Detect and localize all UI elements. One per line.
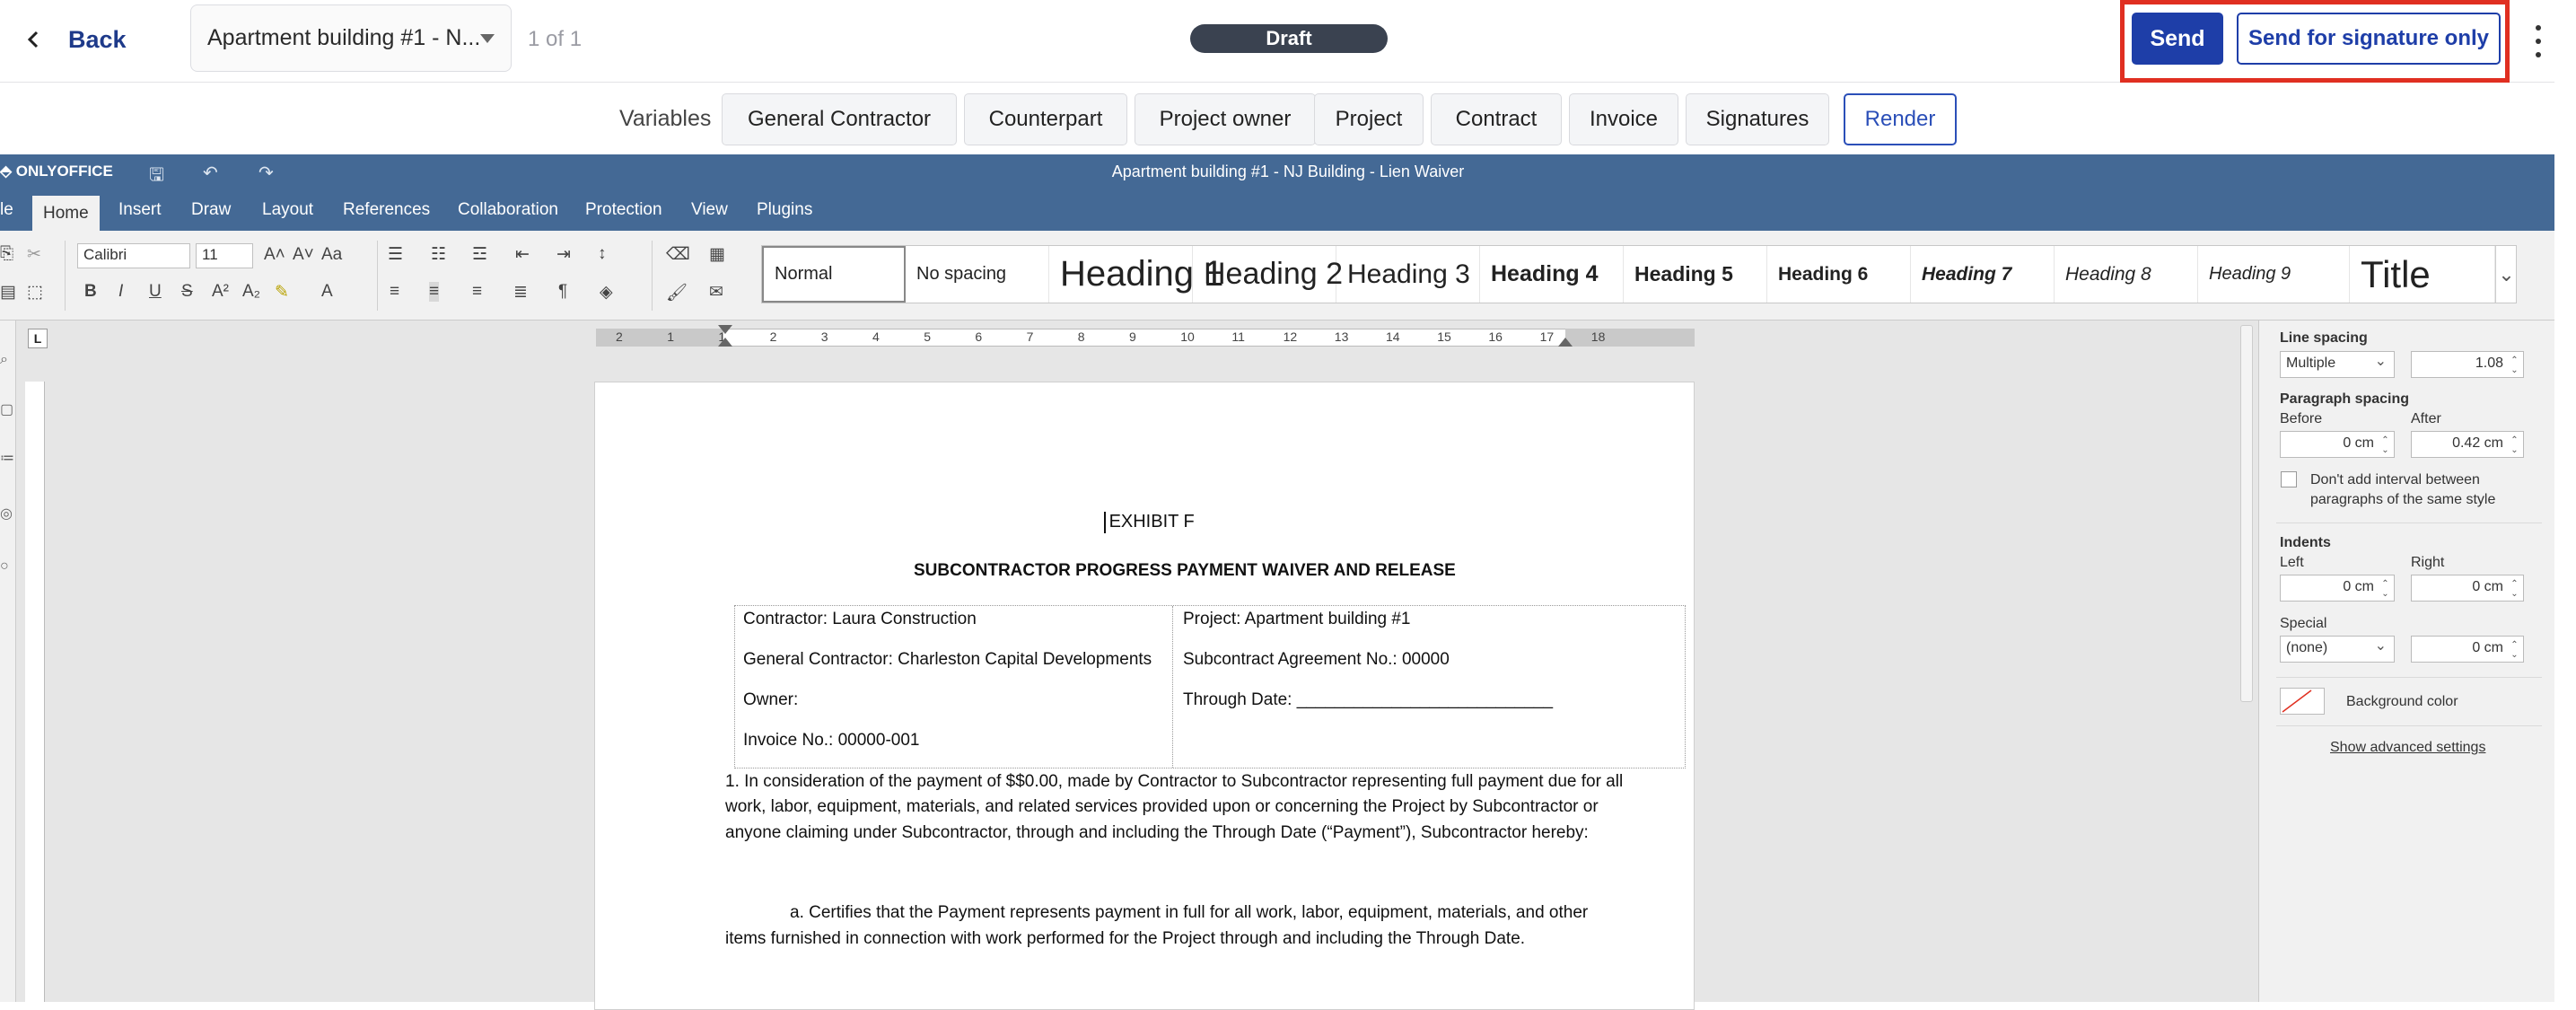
status-badge: Draft	[1190, 24, 1388, 53]
before-label: Before	[2280, 411, 2323, 426]
underline-icon[interactable]: U	[149, 282, 162, 301]
table-cell: Subcontract Agreement No.: 00000	[1183, 650, 1450, 669]
ruler-tick-label: 5	[924, 329, 931, 344]
ruler-tick-label: 12	[1283, 329, 1298, 344]
bullets-icon[interactable]: ☰	[388, 245, 404, 264]
right-indent-marker[interactable]	[1558, 338, 1573, 347]
tab-signatures[interactable]: Signatures	[1686, 93, 1829, 145]
exhibit-title	[1104, 512, 1195, 532]
copy-icon[interactable]: ⎘	[0, 244, 14, 263]
ruler-tick-label: 9	[1129, 329, 1136, 344]
render-button[interactable]: Render	[1844, 93, 1957, 145]
tab-protection[interactable]: Protection	[585, 200, 662, 219]
tab-layout[interactable]: Layout	[262, 200, 314, 219]
decrease-font-icon[interactable]: A˅	[293, 245, 314, 264]
style-no-spacing[interactable]: No spacing	[906, 246, 1049, 303]
dont-add-interval-label: Don't add interval between	[2310, 472, 2480, 487]
table-cell: Invoice No.: 00000-001	[743, 731, 920, 750]
back-label: Back	[68, 25, 127, 53]
ruler-tick-label: 7	[1026, 329, 1034, 344]
editor-doc-title: Apartment building #1 - NJ Building - Lien Waiver	[1111, 162, 1465, 180]
paragraph-spacing-title: Paragraph spacing	[2280, 391, 2410, 407]
ruler-tick-label: 6	[975, 329, 983, 344]
ruler-tick-label: 4	[872, 329, 880, 344]
show-advanced-settings-link[interactable]: Show advanced settings	[2330, 740, 2486, 755]
tab-collaboration[interactable]: Collaboration	[458, 200, 558, 219]
ruler-tick-label: 14	[1386, 329, 1400, 344]
send-button[interactable]: Send	[2132, 13, 2223, 65]
tab-view[interactable]: View	[691, 200, 728, 219]
style-heading-2[interactable]: Heading 2	[1193, 246, 1336, 303]
tab-project-owner[interactable]: Project owner	[1135, 93, 1316, 145]
no-color-icon	[2281, 689, 2313, 714]
tab-counterpart[interactable]: Counterpart	[964, 93, 1127, 145]
indent-left-value: 0 cm	[2343, 579, 2374, 594]
back-button[interactable]	[23, 20, 127, 59]
numbering-icon[interactable]: ☷	[431, 245, 447, 264]
background-color-label: Background color	[2346, 694, 2458, 709]
tab-draw[interactable]: Draw	[191, 200, 232, 219]
font-size-select[interactable]	[196, 243, 253, 268]
line-spacing-icon[interactable]: ↕	[598, 244, 607, 263]
style-heading-1[interactable]: Heading 1	[1049, 246, 1193, 303]
shading-icon[interactable]: ◈	[600, 283, 613, 302]
style-heading-9[interactable]: Heading 9	[2198, 246, 2350, 303]
table-cell: Contractor: Laura Construction	[743, 610, 977, 628]
ruler-tick-label: 11	[1231, 329, 1245, 344]
ruler-tick-label: 3	[820, 329, 828, 344]
indents-title: Indents	[2280, 535, 2331, 550]
spacing-after-input[interactable]	[2411, 431, 2524, 458]
editor-logo: ⬘ ONLYOFFICE	[0, 162, 113, 180]
line-spacing-title: Line spacing	[2280, 330, 2368, 346]
ruler-tick-label: 17	[1539, 329, 1555, 344]
ruler-tick-label: 2	[616, 329, 623, 344]
redo-icon[interactable]: ↷	[258, 163, 274, 183]
paragraph-line: 1. In consideration of the payment of $$0.00, made by Contractor to Subcontractor representing full payment due for all	[725, 772, 1624, 791]
paste-icon[interactable]: ▤	[0, 283, 16, 302]
font-size-value: 11	[202, 246, 218, 263]
ruler-tick-label: 2	[769, 329, 777, 344]
tab-project[interactable]: Project	[1314, 93, 1424, 145]
style-heading-4[interactable]: Heading 4	[1480, 246, 1624, 303]
ruler-tick-label: 1	[667, 329, 674, 344]
align-left-icon[interactable]: ≡	[390, 282, 400, 301]
strikethrough-icon[interactable]: S	[181, 282, 193, 301]
tab-invoice[interactable]: Invoice	[1569, 93, 1678, 145]
after-label: After	[2411, 411, 2441, 426]
chevron-left-icon	[23, 29, 45, 50]
highlight-icon[interactable]: ✎	[275, 283, 289, 302]
table-cell: Owner:	[743, 690, 799, 709]
undo-icon[interactable]: ↶	[203, 163, 218, 183]
horizontal-ruler	[596, 329, 1695, 347]
paragraph-line: items furnished in connection with work performed for the Project through and including the Through Date.	[725, 929, 1526, 948]
font-color-icon[interactable]: A	[321, 282, 333, 301]
save-icon[interactable]: 🖫	[149, 165, 165, 185]
subscript-icon[interactable]: A₂	[242, 282, 261, 301]
ruler-tick-label: 13	[1334, 329, 1349, 344]
ruler-tick-label: 15	[1437, 329, 1451, 344]
spacing-before-input[interactable]	[2280, 431, 2395, 458]
dont-add-interval-label-2: paragraphs of the same style	[2310, 492, 2496, 507]
justify-icon[interactable]: ≣	[513, 283, 528, 302]
special-indent-value: (none)	[2286, 640, 2328, 655]
background-color-picker[interactable]	[2280, 688, 2325, 715]
style-title[interactable]: Title	[2350, 246, 2495, 303]
paragraph-line: work, labor, equipment, materials, and related services provided upon or concerning the Project by Subcontractor or	[725, 797, 1599, 816]
copy-style-icon[interactable]: ▦	[709, 245, 725, 264]
caret-down-icon	[480, 34, 495, 43]
tab-references[interactable]: References	[343, 200, 431, 219]
tab-plugins[interactable]: Plugins	[757, 200, 813, 219]
waiver-heading: SUBCONTRACTOR PROGRESS PAYMENT WAIVER AND RELEASE	[914, 561, 1456, 580]
spacing-after-value: 0.42 cm	[2452, 435, 2503, 451]
help-icon[interactable]: ○	[0, 558, 9, 574]
paragraph-line: anyone claiming under Subcontractor, through and including the Through Date (“Payment”), Subcontractor hereby:	[725, 823, 1589, 842]
special-label: Special	[2280, 616, 2327, 631]
divider	[2276, 677, 2542, 678]
send-for-signature-button[interactable]: Send for signature only	[2237, 13, 2501, 65]
table-cell: General Contractor: Charleston Capital Developments	[743, 650, 1152, 669]
plugin-icon[interactable]: ◎	[0, 506, 13, 522]
left-indent-marker[interactable]	[718, 338, 732, 347]
special-indent-amount-input[interactable]	[2411, 636, 2524, 663]
paragraph-marks-icon[interactable]: ¶	[558, 282, 568, 301]
font-name-value: Calibri	[83, 246, 127, 263]
line-spacing-value-input[interactable]	[2411, 351, 2524, 378]
style-normal[interactable]: Normal	[762, 246, 906, 303]
ruler-margin-right	[1565, 329, 1695, 347]
line-spacing-value: 1.08	[2475, 356, 2503, 371]
divider	[2276, 725, 2542, 726]
bold-icon[interactable]: B	[84, 282, 97, 301]
multilevel-icon[interactable]: ☲	[472, 245, 488, 264]
dont-add-interval-checkbox[interactable]	[2281, 471, 2297, 487]
select-all-icon[interactable]: ⬚	[27, 283, 43, 302]
style-heading-7[interactable]: Heading 7	[1911, 246, 2055, 303]
align-center-icon[interactable]: ≡	[429, 282, 440, 301]
ruler-tick-label: 10	[1180, 329, 1195, 344]
vertical-ruler	[25, 382, 45, 1002]
first-line-indent-marker[interactable]	[718, 325, 732, 334]
ruler-tick-label: 1	[718, 329, 726, 344]
clear-style-icon[interactable]: ⌫	[666, 245, 690, 264]
document-select-value: Apartment building #1 - N...	[207, 25, 481, 50]
ruler-tick-label: 18	[1590, 329, 1606, 344]
spacing-before-value: 0 cm	[2343, 435, 2374, 451]
comments-icon[interactable]: ▢	[0, 402, 14, 417]
variables-label: Variables	[619, 106, 712, 131]
style-heading-5[interactable]: Heading 5	[1624, 246, 1767, 303]
tab-general-contractor[interactable]: General Contractor	[722, 93, 957, 145]
decrease-indent-icon[interactable]: ⇤	[515, 245, 530, 264]
special-indent-amount: 0 cm	[2472, 640, 2503, 655]
style-heading-3[interactable]: Heading 3	[1336, 246, 1480, 303]
indent-left-input[interactable]	[2280, 575, 2395, 602]
change-case-icon[interactable]: Aa	[321, 245, 343, 264]
tab-insert[interactable]: Insert	[118, 200, 162, 219]
more-options-icon[interactable]	[2533, 25, 2544, 57]
document-select[interactable]	[190, 4, 512, 72]
superscript-icon[interactable]: A²	[212, 282, 229, 301]
ruler-tick-label: 8	[1077, 329, 1085, 344]
styles-more-icon[interactable]: ⌄	[2495, 246, 2517, 303]
cut-icon[interactable]: ✂	[27, 245, 41, 264]
tab-contract[interactable]: Contract	[1431, 93, 1562, 145]
special-indent-select[interactable]	[2280, 636, 2395, 663]
italic-icon[interactable]: I	[118, 282, 124, 301]
format-painter-icon[interactable]: 🖌	[666, 284, 688, 303]
tab-stop-selector[interactable]: L	[28, 329, 48, 348]
document-counter: 1 of 1	[528, 27, 583, 51]
increase-font-icon[interactable]: A˄	[264, 245, 285, 264]
line-spacing-mode-select[interactable]	[2280, 351, 2395, 378]
table-cell: Through Date: ___________________________	[1183, 690, 1554, 709]
tab-home[interactable]: Home	[32, 196, 100, 231]
search-icon[interactable]: ⌕	[0, 352, 8, 367]
navigation-icon[interactable]: ≔	[0, 451, 14, 466]
exhibit-text: EXHIBIT F	[1108, 512, 1195, 531]
line-spacing-mode-value: Multiple	[2286, 356, 2336, 371]
indent-right-value: 0 cm	[2472, 579, 2503, 594]
vertical-scrollbar[interactable]	[2240, 325, 2253, 702]
style-heading-8[interactable]: Heading 8	[2055, 246, 2198, 303]
align-right-icon[interactable]: ≡	[472, 282, 483, 301]
left-tools-bar	[0, 321, 16, 1002]
font-name-select[interactable]	[77, 243, 190, 268]
indent-right-label: Right	[2411, 555, 2445, 570]
tab-file[interactable]: le	[0, 200, 13, 219]
mail-merge-icon[interactable]: ✉	[709, 283, 723, 302]
indent-right-input[interactable]	[2411, 575, 2524, 602]
ruler-tick-label: 16	[1488, 329, 1503, 344]
paragraph-line: a. Certifies that the Payment represents payment in full for all work, labor, equipment, materials, and other	[790, 903, 1589, 922]
table-cell: Project: Apartment building #1	[1183, 610, 1411, 628]
style-heading-6[interactable]: Heading 6	[1767, 246, 1911, 303]
indent-left-label: Left	[2280, 555, 2304, 570]
increase-indent-icon[interactable]: ⇥	[556, 245, 571, 264]
